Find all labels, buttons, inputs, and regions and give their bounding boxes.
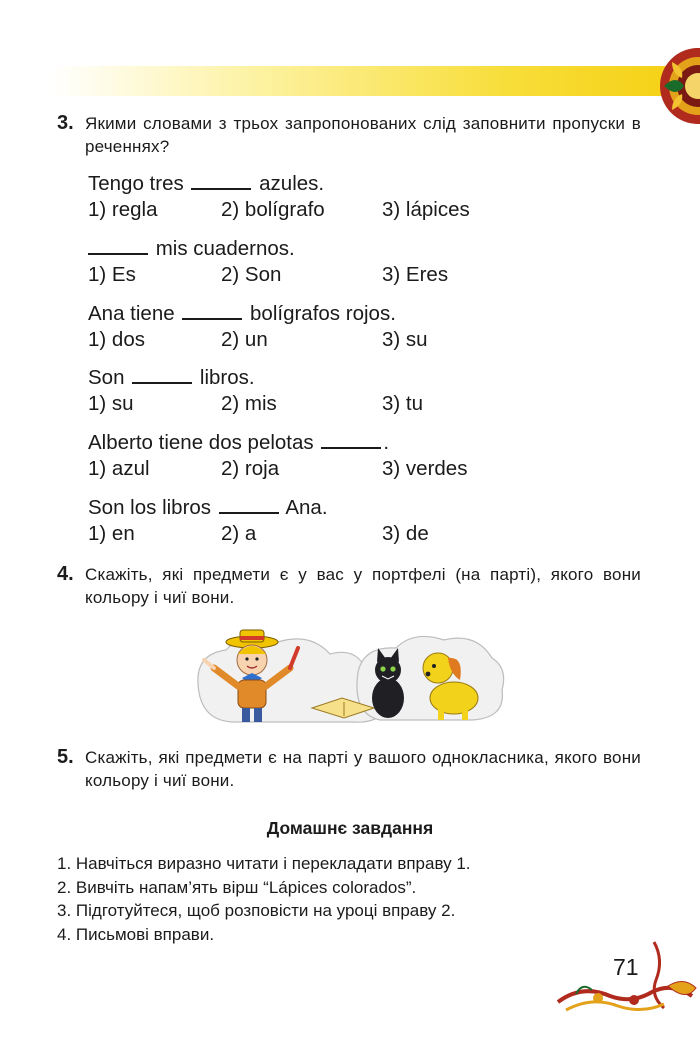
option: 2) un (221, 327, 268, 351)
task-4-instruction: Скажіть, які предмети є у вас у портфелі (на парті), якого вони кольору і чиї вони. (85, 565, 641, 607)
option: 1) Es (88, 262, 136, 286)
blank-line (88, 235, 148, 255)
option: 3) tu (382, 392, 424, 416)
exercise-options (88, 327, 508, 353)
option: 1) su (88, 392, 134, 416)
task-5-number: 5. (57, 746, 74, 768)
exercise-item-6 (88, 494, 508, 559)
task-4 (57, 563, 641, 609)
option: 2) Son (221, 262, 282, 286)
blank-line (219, 494, 279, 514)
exercise-options (88, 262, 508, 288)
homework-item: 1. Навчіться виразно читати і перекладати вправу 1. (57, 854, 471, 873)
header-band (52, 66, 700, 96)
task-5-instruction: Скажіть, які предмети є на парті у вашого однокласника, якого вони кольору і чиї вони. (85, 748, 641, 790)
exercise-item-1 (88, 170, 508, 235)
exercise-options (88, 521, 508, 547)
bottom-ornament-icon (552, 940, 700, 1018)
option: 3) lápices (382, 198, 470, 221)
task-3-instruction: Якими словами з трьох запропонованих слід заповнити пропуски в реченнях? (85, 114, 641, 156)
exercise-options (88, 391, 508, 417)
exercise-options (88, 197, 508, 223)
blank-line (321, 429, 381, 449)
page-number: 71 (613, 954, 639, 980)
exercise-sentence: Ana tiene bolígrafos rojos. (88, 301, 396, 325)
option: 3) Eres (382, 262, 449, 286)
exercise-item-4 (88, 364, 508, 429)
exercise-sentence: Son libros. (88, 366, 255, 390)
exercise-sentence: mis cuadernos. (88, 235, 508, 262)
option: 2) bolígrafo (221, 198, 325, 221)
task-4-number: 4. (57, 563, 74, 585)
option: 2) a (221, 521, 257, 545)
option: 3) verdes (382, 457, 468, 481)
option: 1) azul (88, 457, 150, 481)
blank-line (132, 364, 192, 384)
blank-line (191, 170, 251, 190)
task-3 (57, 112, 641, 158)
option: 3) su (382, 327, 428, 351)
illustration-boy-cat-dog (192, 624, 508, 728)
exercise-sentence: Alberto tiene dos pelotas . (88, 431, 390, 455)
homework-list (57, 852, 657, 946)
task-5 (57, 746, 641, 792)
exercise-item-5 (88, 429, 508, 494)
exercise-options (88, 456, 508, 482)
blank-line (182, 300, 242, 320)
option: 3) de (382, 521, 429, 545)
homework-title: Домашнє завдання (266, 818, 434, 838)
task-3-number: 3. (57, 112, 74, 134)
homework-item: 4. Письмові вправи. (57, 924, 215, 944)
homework-item: 2. Вивчіть напам’ять вірш “Lápices colorados”. (57, 877, 417, 897)
exercise-sentence: Tengo tres azules. (88, 172, 325, 195)
option: 2) mis (221, 392, 277, 416)
homework-item: 3. Підготуйтеся, щоб розповісти на уроці вправу 2. (57, 901, 456, 920)
exercise-list (88, 170, 508, 559)
corner-ornament-icon (654, 44, 700, 128)
option: 1) en (88, 521, 135, 545)
option: 1) regla (88, 198, 158, 221)
option: 2) roja (221, 457, 280, 481)
exercise-sentence: Son los libros Ana. (88, 495, 328, 519)
exercise-item-2 (88, 235, 508, 300)
option: 1) dos (88, 327, 145, 351)
exercise-item-3 (88, 300, 508, 365)
